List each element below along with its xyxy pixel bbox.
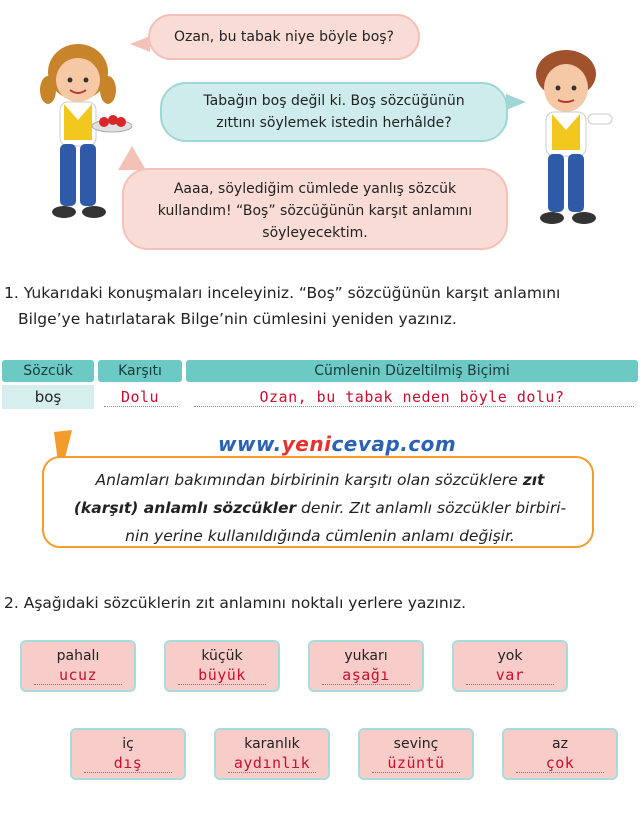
card-answer[interactable]: çok <box>545 754 575 772</box>
speech-bubble-2-tail <box>506 94 526 110</box>
card-dotted-line <box>372 772 460 773</box>
table-cell-opposite[interactable]: Dolu <box>120 388 160 406</box>
card-dotted-line <box>466 684 554 685</box>
dialog-line-3b: kullandım! “Boş” sözcüğünün karşıt anlamını <box>157 203 473 219</box>
table-cell-word: boş <box>2 385 94 409</box>
question-2: 2. Aşağıdaki sözcüklerin zıt anlamını noktalı yerlere yazınız. <box>4 594 467 612</box>
info-line-1b: zıt <box>522 471 545 489</box>
dialog-line-3a: Aaaa, söylediğim cümlede yanlış sözcük <box>173 181 457 197</box>
info-line-2a: (karşıt) anlamlı sözcükler <box>73 499 297 517</box>
card-word: yukarı <box>344 648 388 664</box>
card-word: pahalı <box>56 648 100 664</box>
boy-illustration <box>508 44 628 234</box>
word-card-2 <box>164 640 280 692</box>
card-word: iç <box>122 736 134 752</box>
speech-bubble-1-tail <box>130 36 150 52</box>
speech-bubble-3 <box>122 168 508 250</box>
card-answer[interactable]: üzüntü <box>387 754 445 772</box>
speech-bubble-3-tail <box>118 146 146 170</box>
word-card-5 <box>70 728 186 780</box>
dialog-line-2a: Tabağın boş değil ki. Boş sözcüğünün <box>203 93 465 109</box>
word-card-3 <box>308 640 424 692</box>
opposite-dotted-line <box>104 406 178 407</box>
brand-url[interactable] <box>218 432 456 456</box>
info-line-3: nin yerine kullanıldığında cümlenin anlamı değişir. <box>125 527 515 545</box>
card-word: karanlık <box>244 736 300 752</box>
card-dotted-line <box>322 684 410 685</box>
card-dotted-line <box>228 772 316 773</box>
card-dotted-line <box>516 772 604 773</box>
question-1-line-2: Bilge’ye hatırlatarak Bilge’nin cümlesini yeniden yazınız. <box>18 310 457 328</box>
card-answer[interactable]: dış <box>113 754 143 772</box>
card-dotted-line <box>178 684 266 685</box>
dialog-line-3c: söyleyecektim. <box>262 225 368 241</box>
dialog-line-1: Ozan, bu tabak niye böyle boş? <box>173 29 394 45</box>
info-line-1a: Anlamları bakımından birbirinin karşıtı olan sözcüklere <box>95 471 523 489</box>
dialog-line-2b: zıttını söylemek istedin herhâlde? <box>216 115 452 131</box>
word-card-4 <box>452 640 568 692</box>
brand-highlight: yeni <box>281 432 332 456</box>
card-word: yok <box>497 648 523 664</box>
card-word: az <box>552 736 568 752</box>
brand-suffix: cevap.com <box>331 432 457 456</box>
word-card-6 <box>214 728 330 780</box>
table-header-word: Sözcük <box>2 360 94 382</box>
question-1-line-1: 1. Yukarıdaki konuşmaları inceleyiniz. “Boş” sözcüğünün karşıt anlamını <box>4 284 561 302</box>
brand-prefix: www. <box>218 432 282 456</box>
info-line-2b: denir. Zıt anlamlı sözcükler birbiri- <box>296 499 567 517</box>
table-cell-sentence[interactable]: Ozan, bu tabak neden böyle dolu? <box>259 388 565 406</box>
card-dotted-line <box>34 684 122 685</box>
card-answer[interactable]: büyük <box>198 666 246 684</box>
card-word: sevinç <box>393 736 439 752</box>
word-card-7 <box>358 728 474 780</box>
card-dotted-line <box>84 772 172 773</box>
speech-bubble-1 <box>148 14 420 60</box>
sentence-dotted-line <box>194 406 634 407</box>
card-answer[interactable]: ucuz <box>58 666 98 684</box>
speech-bubble-2 <box>160 82 508 142</box>
table-header-sentence: Cümlenin Düzeltilmiş Biçimi <box>186 360 638 382</box>
word-card-8 <box>502 728 618 780</box>
info-text <box>52 466 588 550</box>
card-word: küçük <box>201 648 243 664</box>
table-header-opposite: Karşıtı <box>98 360 182 382</box>
word-card-1 <box>20 640 136 692</box>
card-answer[interactable]: aydınlık <box>233 754 311 772</box>
card-answer[interactable]: var <box>495 666 525 684</box>
card-answer[interactable]: aşağı <box>342 666 390 684</box>
